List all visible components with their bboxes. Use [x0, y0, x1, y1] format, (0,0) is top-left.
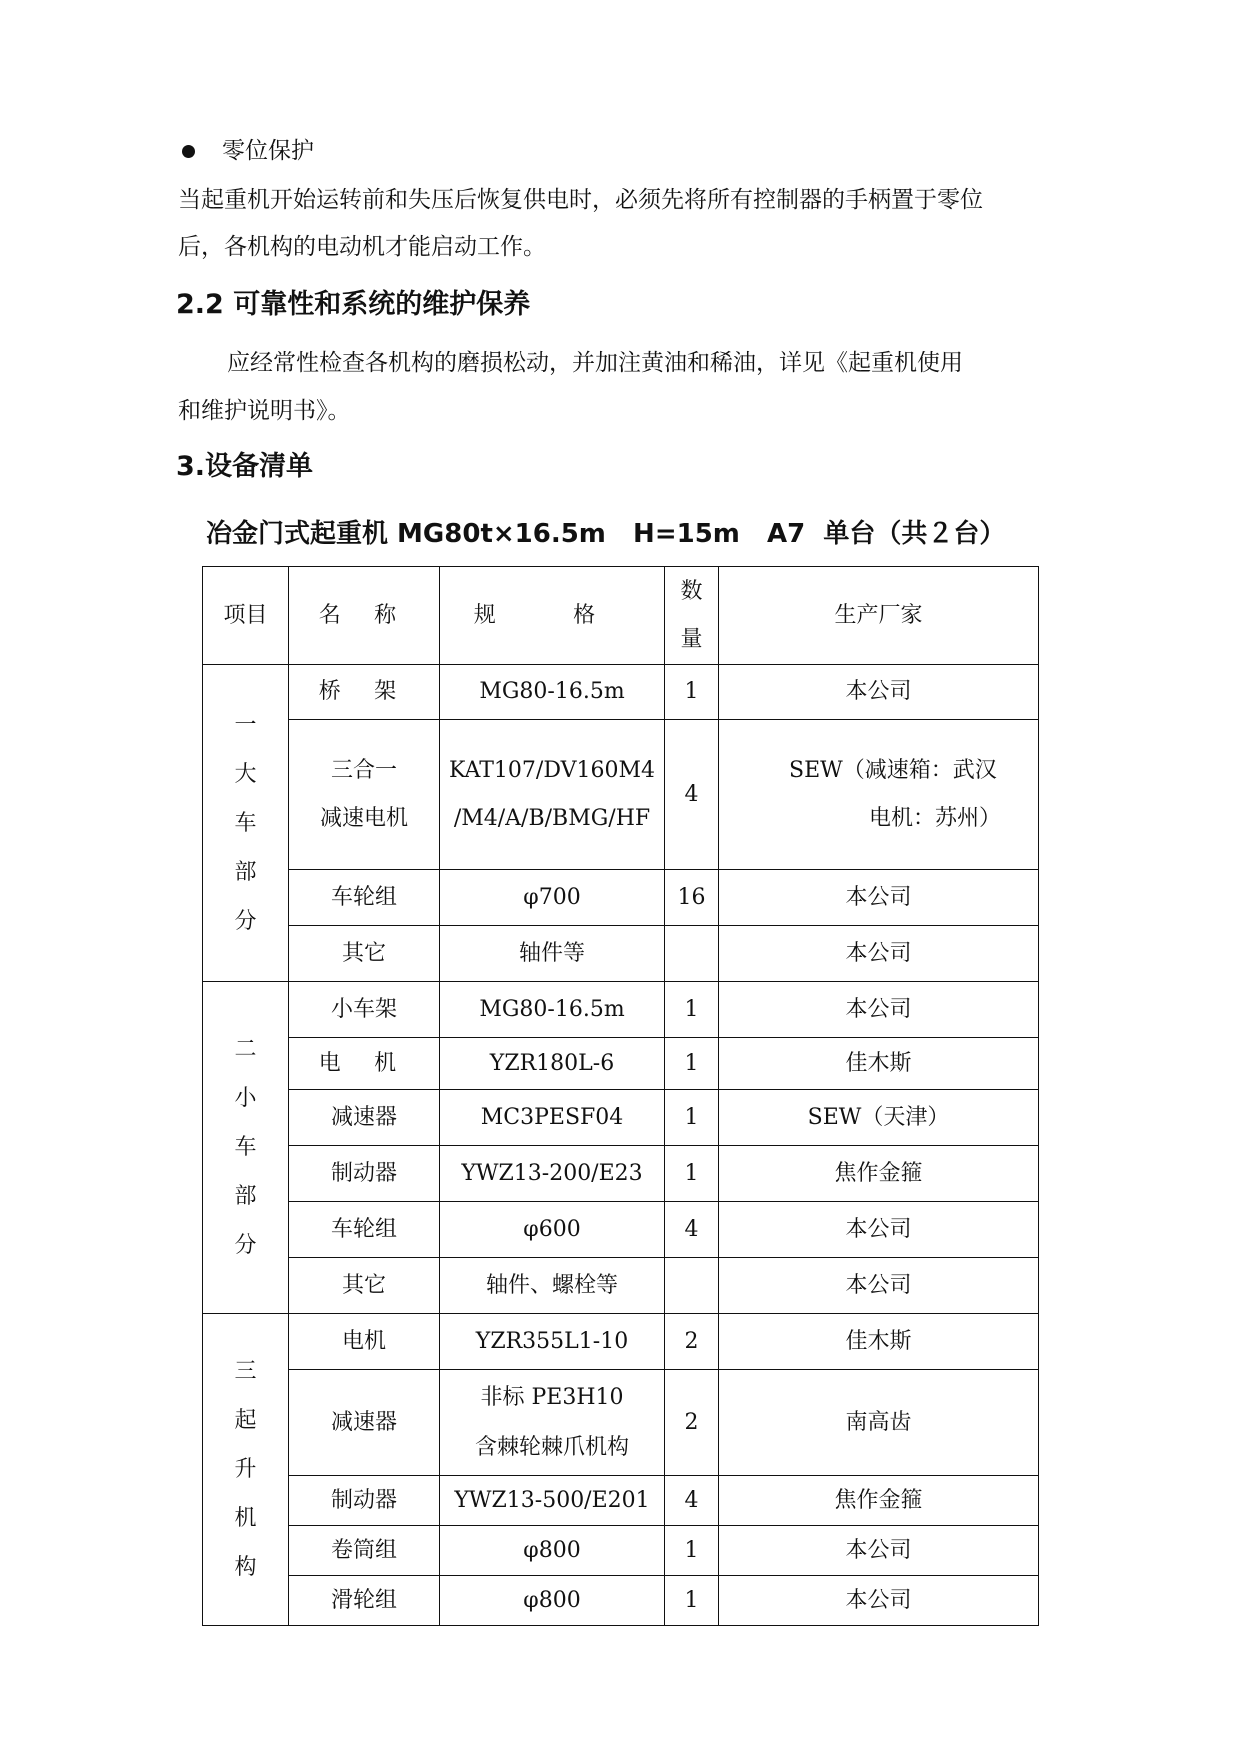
spec-cell: MG80-16.5m — [440, 665, 665, 720]
group-label-cell — [203, 1314, 289, 1626]
qty-cell — [665, 926, 719, 982]
table-row — [203, 926, 1039, 982]
spec-cell: MG80-16.5m — [440, 982, 665, 1038]
table-row — [203, 720, 1039, 870]
qty-cell: 4 — [665, 1476, 719, 1526]
table-row — [203, 1038, 1039, 1090]
name-cell: 卷筒组 — [289, 1526, 440, 1576]
maker-cell: 本公司 — [719, 1202, 1039, 1258]
qty-cell: 1 — [665, 665, 719, 720]
spec-cell: YWZ13-200/E23 — [440, 1146, 665, 1202]
qty-cell: 4 — [665, 720, 719, 870]
name-cell: 减速器 — [289, 1370, 440, 1476]
spec-cell: φ700 — [440, 870, 665, 926]
table-row — [203, 1146, 1039, 1202]
equipment-table — [202, 566, 1039, 1626]
section-heading-3: 3.设备清单 — [176, 451, 314, 482]
table-row — [203, 1202, 1039, 1258]
group-label: 三起升机构 — [234, 1359, 257, 1580]
maker-cell: 焦作金箍 — [719, 1476, 1039, 1526]
name-cell: 其它 — [289, 926, 440, 982]
header-qty: 数量 — [665, 567, 719, 665]
maker-cell: SEW（天津） — [719, 1090, 1039, 1146]
paragraph-line: 当起重机开始运转前和失压后恢复供电时，必须先将所有控制器的手柄置于零位 — [178, 187, 983, 213]
table-header-row — [203, 567, 1039, 665]
table-row — [203, 1476, 1039, 1526]
table-title: 冶金门式起重机 MG80t×16.5m H=15m A7 单台（共２台） — [206, 519, 1006, 549]
name-cell: 车轮组 — [289, 870, 440, 926]
qty-cell: 4 — [665, 1202, 719, 1258]
name-cell: 滑轮组 — [289, 1576, 440, 1626]
header-name: 名 称 — [289, 567, 440, 665]
qty-cell: 1 — [665, 1576, 719, 1626]
qty-cell: 2 — [665, 1314, 719, 1370]
table-row — [203, 1314, 1039, 1370]
section-heading-2-2: 2.2 可靠性和系统的维护保养 — [176, 289, 531, 320]
name-cell: 制动器 — [289, 1476, 440, 1526]
group-label-cell — [203, 982, 289, 1314]
table-row — [203, 1370, 1039, 1476]
maker-cell: 本公司 — [719, 1526, 1039, 1576]
table-row — [203, 982, 1039, 1038]
name-cell: 小车架 — [289, 982, 440, 1038]
name-cell: 三合一 减速电机 — [289, 720, 440, 870]
qty-cell: 2 — [665, 1370, 719, 1476]
maker-cell: 本公司 — [719, 926, 1039, 982]
spec-cell: 轴件等 — [440, 926, 665, 982]
header-maker: 生产厂家 — [719, 567, 1039, 665]
group-label: 二小车部分 — [234, 1037, 257, 1258]
maker-cell: 本公司 — [719, 1258, 1039, 1314]
table-row — [203, 665, 1039, 720]
qty-cell — [665, 1258, 719, 1314]
maker-cell: 本公司 — [719, 665, 1039, 720]
spec-cell: YWZ13-500/E201 — [440, 1476, 665, 1526]
name-cell: 其它 — [289, 1258, 440, 1314]
paragraph-line: 应经常性检查各机构的磨损松动，并加注黄油和稀油，详见《起重机使用 — [227, 350, 963, 376]
spec-cell: φ600 — [440, 1202, 665, 1258]
table-row — [203, 870, 1039, 926]
spec-cell: MC3PESF04 — [440, 1090, 665, 1146]
bullet-item-text: 零位保护 — [222, 138, 314, 164]
group-label-cell — [203, 665, 289, 982]
maker-cell: 本公司 — [719, 870, 1039, 926]
qty-cell: 16 — [665, 870, 719, 926]
spec-cell: KAT107/DV160M4 /M4/A/B/BMG/HF — [440, 720, 665, 870]
spec-cell: YZR355L1-10 — [440, 1314, 665, 1370]
spec-cell: φ800 — [440, 1526, 665, 1576]
name-cell: 电 机 — [289, 1038, 440, 1090]
spec-cell: 轴件、螺栓等 — [440, 1258, 665, 1314]
qty-cell: 1 — [665, 982, 719, 1038]
qty-cell: 1 — [665, 1146, 719, 1202]
header-spec: 规 格 — [440, 567, 665, 665]
name-cell: 电机 — [289, 1314, 440, 1370]
maker-cell: 佳木斯 — [719, 1038, 1039, 1090]
paragraph-line: 后，各机构的电动机才能启动工作。 — [178, 234, 546, 260]
table-row — [203, 1090, 1039, 1146]
qty-cell: 1 — [665, 1090, 719, 1146]
maker-cell: 本公司 — [719, 982, 1039, 1038]
table-row — [203, 1258, 1039, 1314]
qty-cell: 1 — [665, 1038, 719, 1090]
table-row — [203, 1576, 1039, 1626]
name-cell: 桥 架 — [289, 665, 440, 720]
qty-cell: 1 — [665, 1526, 719, 1576]
paragraph-line: 和维护说明书》。 — [178, 398, 351, 424]
header-item: 项目 — [203, 567, 289, 665]
name-cell: 减速器 — [289, 1090, 440, 1146]
spec-cell: 非标 PE3H10 含棘轮棘爪机构 — [440, 1370, 665, 1476]
maker-cell: SEW（减速箱：武汉 电机：苏州） — [719, 720, 1039, 870]
table-row — [203, 1526, 1039, 1576]
name-cell: 制动器 — [289, 1146, 440, 1202]
maker-cell: 焦作金箍 — [719, 1146, 1039, 1202]
spec-cell: φ800 — [440, 1576, 665, 1626]
spec-cell: YZR180L-6 — [440, 1038, 665, 1090]
group-label: 一大车部分 — [234, 712, 257, 934]
maker-cell: 佳木斯 — [719, 1314, 1039, 1370]
bullet-point-icon — [182, 145, 195, 158]
maker-cell: 南高齿 — [719, 1370, 1039, 1476]
name-cell: 车轮组 — [289, 1202, 440, 1258]
maker-cell: 本公司 — [719, 1576, 1039, 1626]
